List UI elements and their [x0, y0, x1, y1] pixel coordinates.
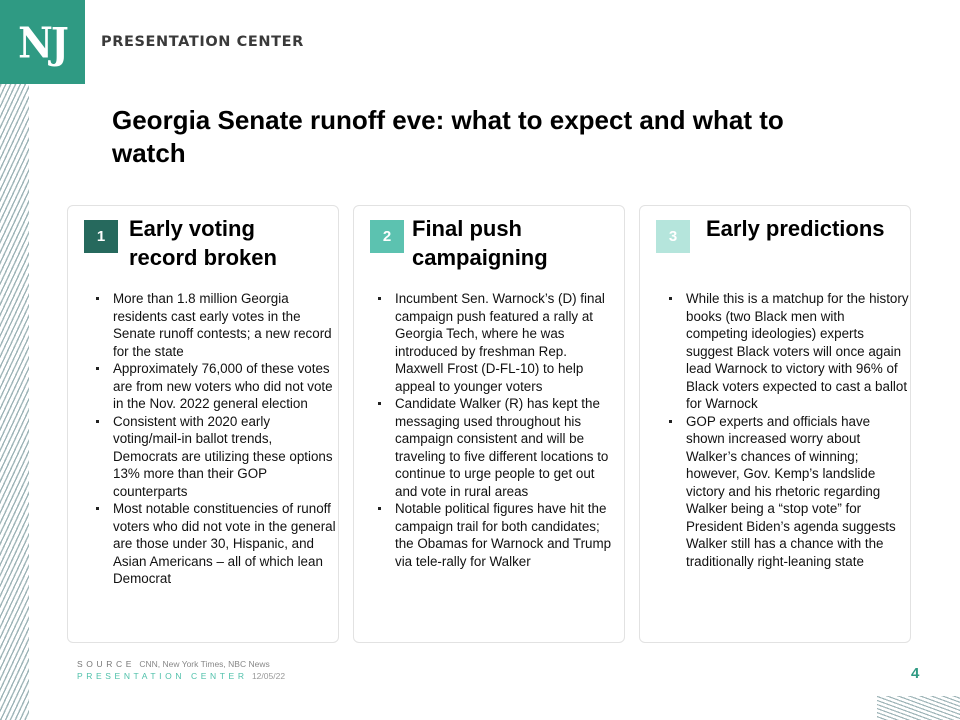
footer-source [77, 659, 270, 669]
card-early-predictions [639, 205, 911, 643]
bullet-item: Approximately 76,000 of these votes are from new voters who did not vote in the Nov. 2022 general election [96, 360, 336, 413]
number-badge-1: 1 [84, 220, 118, 253]
bullet-item: Incumbent Sen. Warnock’s (D) final campaign push featured a rally at Georgia Tech, where he was introduced by freshman Rep. Maxwell Frost (D-FL-10) to help appeal to younger voters [378, 290, 618, 395]
decorative-hatch-left [0, 84, 29, 720]
nj-logo [0, 0, 85, 84]
brand-title: PRESENTATION CENTER [101, 34, 304, 50]
bullet-item: While this is a matchup for the history books (two Black men with competing ideologies) experts suggest Black voters will once again lead Warnock to victory with 96% of Black voters expected to cast a ballot for Warnock [669, 290, 909, 413]
bullet-item: Consistent with 2020 early voting/mail-in ballot trends, Democrats are utilizing these options 13% more than their GOP counterparts [96, 413, 336, 501]
number-badge-3: 3 [656, 220, 690, 253]
footer-date: 12/05/22 [251, 671, 286, 681]
bullet-item: Most notable constituencies of runoff voters who did not vote in the general are those under 30, Hispanic, and Asian Americans – all of which lean Democrat [96, 500, 336, 588]
card-early-voting [67, 205, 339, 643]
bullet-item: Notable political figures have hit the campaign trail for both candidates; the Obamas for Warnock and Trump via tele-rally for Walker [378, 500, 618, 570]
footer-presentation-center [77, 671, 285, 681]
bullet-list [378, 290, 618, 570]
presentation-center-label: PRESENTATION CENTER [77, 671, 248, 681]
bullet-list [96, 290, 336, 588]
card-final-push [353, 205, 625, 643]
bullet-list [669, 290, 909, 570]
logo-text: NJ [18, 17, 67, 67]
source-text: CNN, New York Times, NBC News [139, 659, 270, 669]
page-number: 4 [911, 665, 920, 682]
source-label: SOURCE [77, 659, 135, 669]
card-heading: Early predictions [706, 216, 885, 241]
bullet-item: GOP experts and officials have shown increased worry about Walker’s chances of winning; however, Gov. Kemp’s landslide victory and his rhetoric regarding Walker being a “stop vote” for President Biden’s agenda suggests Walker still has a chance with the traditionally right-leaning state [669, 413, 909, 571]
card-heading: Final push campaigning [412, 216, 548, 270]
slide-title: Georgia Senate runoff eve: what to expect and what to watch [112, 105, 784, 168]
number-badge-2: 2 [370, 220, 404, 253]
card-heading: Early voting record broken [129, 216, 277, 270]
decorative-hatch-bottom-right [877, 696, 960, 720]
bullet-item: Candidate Walker (R) has kept the messaging used throughout his campaign consistent and will be traveling to five different locations to continue to urge people to get out and vote in rural areas [378, 395, 618, 500]
bullet-item: More than 1.8 million Georgia residents cast early votes in the Senate runoff contests; a new record for the state [96, 290, 336, 360]
